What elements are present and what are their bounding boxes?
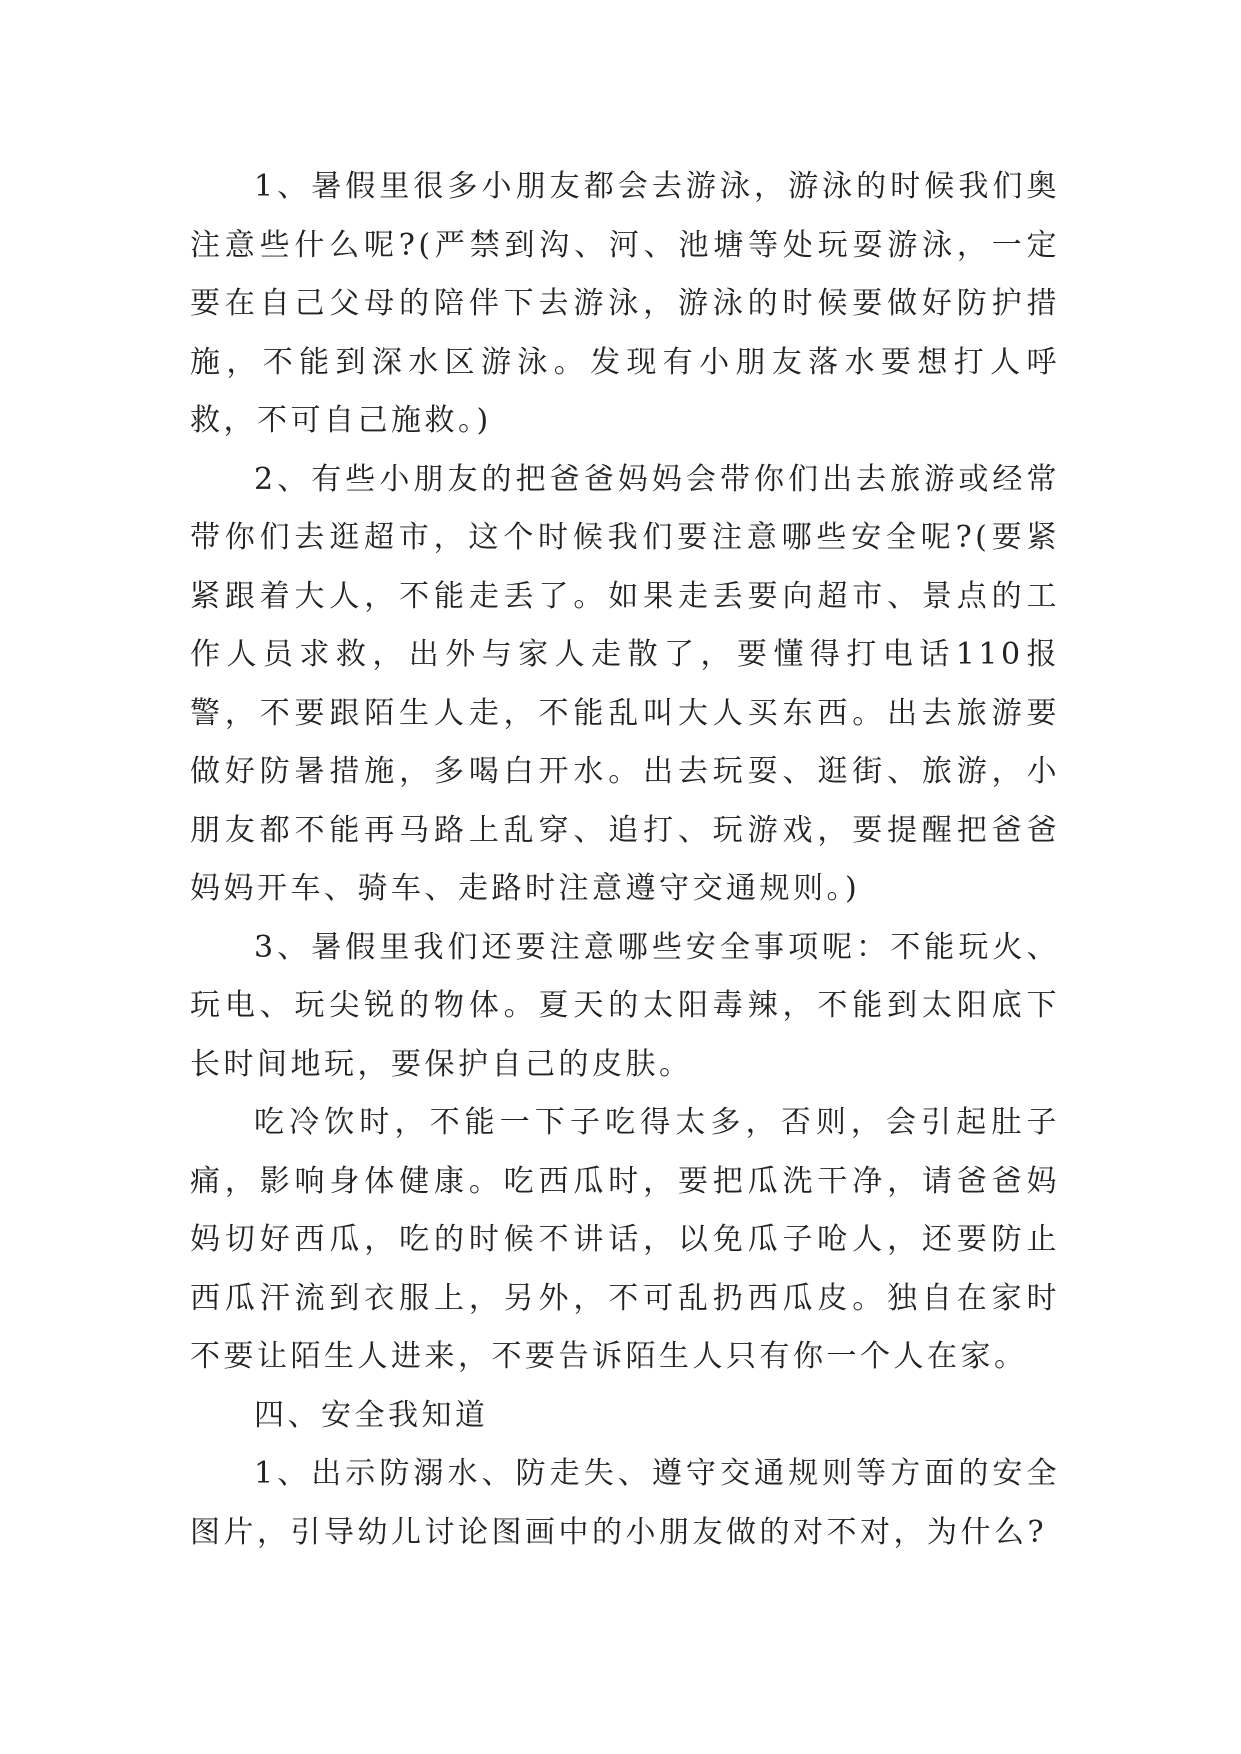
paragraph-travel-safety: 2、有些小朋友的把爸爸妈妈会带你们出去旅游或经常带你们去逛超市，这个时候我们要注意哪些安全呢?(要紧紧跟着大人，不能走丢了。如果走丢要向超市、景点的工作人员求救，出外与家人走散了，要懂得打电话110报警，不要跟陌生人走，不能乱叫大人买东西。出去旅游要做好防暑措施，多喝白开水。出去玩耍、逛街、旅游，小朋友都不能再马路上乱穿、追打、玩游戏，要提醒把爸爸妈妈开车、骑车、走路时注意遵守交通规则。) — [190, 461, 1060, 906]
paragraph-swimming-safety: 1、暑假里很多小朋友都会去游泳，游泳的时候我们奥注意些什么呢?(严禁到沟、河、池塘等处玩耍游泳，一定要在自己父母的陪伴下去游泳，游泳的时候要做好防护措施，不能到深水区游泳。发现有小朋友落水要想打人呼救，不可自己施救。) — [190, 169, 1060, 438]
paragraph-summer-hazards: 3、暑假里我们还要注意哪些安全事项呢：不能玩火、玩电、玩尖锐的物体。夏天的太阳毒辣，不能到太阳底下长时间地玩，要保护自己的皮肤。 — [190, 929, 1060, 1082]
paragraph-safety-pictures: 1、出示防溺水、防走失、遵守交通规则等方面的安全图片，引导幼儿讨论图画中的小朋友做的对不对，为什么? — [190, 1456, 1060, 1550]
section-heading-safety-knowledge: 四、安全我知道 — [254, 1397, 489, 1433]
document-body — [190, 158, 1060, 1562]
paragraph-cold-drinks-home-alone: 吃冷饮时，不能一下子吃得太多，否则，会引起肚子痛，影响身体健康。吃西瓜时，要把瓜洗干净，请爸爸妈妈切好西瓜，吃的时候不讲话，以免瓜子呛人，还要防止西瓜汗流到衣服上，另外，不可乱扔西瓜皮。独自在家时不要让陌生人进来，不要告诉陌生人只有你一个人在家。 — [190, 1105, 1060, 1374]
